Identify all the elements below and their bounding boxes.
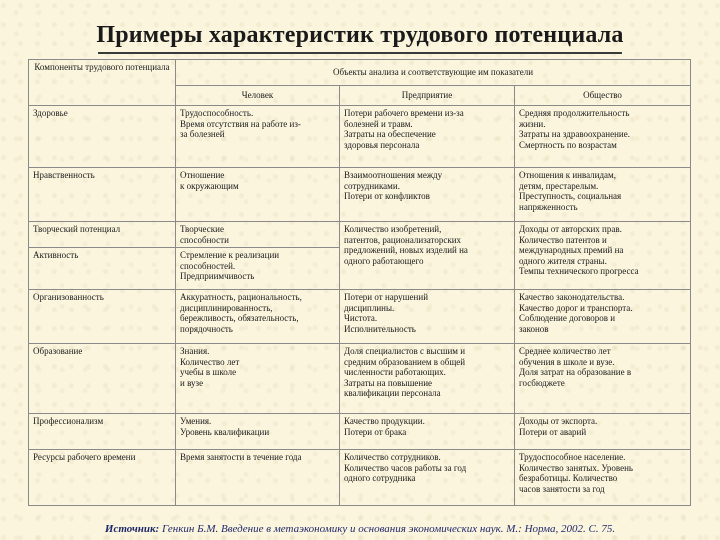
cell-line: Количество лет — [180, 356, 240, 367]
society-cell — [515, 222, 691, 290]
table-row — [29, 414, 691, 450]
cell-line: и вузе — [180, 377, 204, 388]
cell-line: Доходы от экспорта. — [519, 416, 598, 426]
cell-line: дисциплины. — [344, 302, 395, 313]
cell-line: Уровень квалификации — [180, 426, 270, 437]
component-cell: Образование — [29, 344, 176, 414]
cell-line: Потери от брака — [344, 426, 407, 437]
table-row — [29, 222, 691, 248]
cell-line: безработицы. Количество — [519, 473, 618, 483]
cell-line: Трудоспособность. — [180, 108, 254, 118]
component-cell: Профессионализм — [29, 414, 176, 450]
enterprise-cell — [340, 290, 515, 344]
table-row — [29, 450, 691, 506]
source-text: Генкин Б.М. Введение в метаэкономику и основания экономических наук. М.: Норма, 2002. С. 75. — [159, 523, 616, 535]
cell-line: Средняя продолжительность — [519, 108, 630, 118]
cell-line: Потери от аварий — [519, 426, 587, 437]
header-components: Компоненты трудового потенциала — [29, 60, 176, 106]
society-cell — [515, 290, 691, 344]
cell-line: Доля затрат на образование в — [519, 367, 632, 377]
person-cell — [176, 106, 340, 168]
cell-line: Качество законодательства. — [519, 292, 625, 302]
cell-line: Количество часов работы за год — [344, 462, 467, 473]
society-cell — [515, 414, 691, 450]
component-cell: Творческий потенциал — [29, 222, 176, 248]
header-enterprise: Предприятие — [340, 86, 515, 106]
cell-line: Стремление к реализации — [180, 250, 280, 260]
header-objects: Объекты анализа и соответствующие им показатели — [176, 60, 691, 86]
enterprise-cell — [340, 344, 515, 414]
table-row — [29, 344, 691, 414]
cell-line: способностей. — [180, 260, 236, 271]
cell-line: Затраты на обеспечение — [344, 129, 436, 139]
table-row — [29, 168, 691, 222]
cell-line: одного сотрудника — [344, 473, 416, 483]
cell-line: способности — [180, 234, 229, 245]
cell-line: Качество продукции. — [344, 416, 425, 426]
cell-line: болезней и травм. — [344, 118, 413, 129]
cell-line: здоровья персонала — [344, 139, 420, 150]
person-cell — [176, 450, 340, 506]
cell-line: Чистота. — [344, 313, 378, 323]
cell-line: сотрудниками. — [344, 180, 400, 191]
cell-line: Потери от нарушений — [344, 292, 429, 302]
cell-line: Умения. — [180, 416, 212, 426]
enterprise-cell — [340, 222, 515, 290]
cell-line: Затраты на повышение — [344, 377, 433, 388]
cell-line: бережливость, обязательность, — [180, 313, 299, 323]
characteristics-table — [28, 59, 691, 506]
cell-line: Качество дорог и транспорта. — [519, 302, 633, 313]
page-title: Примеры характеристик трудового потенциала — [96, 22, 624, 48]
cell-line: жизни. — [519, 118, 546, 129]
cell-line: численности работающих. — [344, 367, 446, 377]
cell-line: Исполнительность — [344, 323, 416, 334]
cell-line: Доля специалистов с высшим и — [344, 346, 466, 356]
cell-line: Преступность, социальная — [519, 191, 622, 201]
cell-line: госбюджете — [519, 377, 565, 388]
cell-line: законов — [519, 323, 549, 334]
cell-line: Доходы от авторских прав. — [519, 224, 622, 234]
component-cell: Нравственность — [29, 168, 176, 222]
title-underline — [98, 52, 622, 54]
cell-line: дисциплинированность, — [180, 302, 273, 313]
cell-line: средним образованием в общей — [344, 356, 466, 367]
enterprise-cell — [340, 168, 515, 222]
cell-line: Аккуратность, рациональность, — [180, 292, 302, 302]
cell-line: предложений, новых изделий на — [344, 245, 468, 255]
cell-line: Отношение — [180, 170, 225, 180]
cell-line: Знания. — [180, 346, 210, 356]
cell-line: Время отсутствия на работе из- — [180, 118, 301, 129]
person-cell — [176, 414, 340, 450]
cell-line: Взаимоотношения между — [344, 170, 443, 180]
source-citation — [0, 523, 720, 535]
cell-line: Количество патентов и — [519, 234, 607, 245]
component-cell: Здоровье — [29, 106, 176, 168]
table-row — [29, 106, 691, 168]
society-cell — [515, 344, 691, 414]
person-cell — [176, 168, 340, 222]
cell-line: Предприимчивость — [180, 271, 255, 281]
cell-line: учебы в школе — [180, 367, 237, 377]
cell-line: Количество сотрудников. — [344, 452, 441, 462]
header-society: Общество — [515, 86, 691, 106]
enterprise-cell — [340, 450, 515, 506]
cell-line: Время занятости в течение года — [180, 452, 302, 462]
cell-line: одного жителя страны. — [519, 255, 607, 266]
cell-line: Потери от конфликтов — [344, 191, 430, 201]
society-cell — [515, 168, 691, 222]
source-label: Источник: — [104, 523, 160, 535]
table-row — [29, 290, 691, 344]
component-cell: Ресурсы рабочего времени — [29, 450, 176, 506]
cell-line: Количество занятых. Уровень — [519, 462, 634, 473]
society-cell — [515, 450, 691, 506]
cell-line: детям, престарелым. — [519, 180, 599, 191]
cell-line: Количество изобретений, — [344, 224, 442, 234]
person-cell — [176, 222, 340, 248]
cell-line: Соблюдение договоров и — [519, 313, 616, 323]
cell-line: часов занятости за год — [519, 483, 605, 494]
cell-line: Трудоспособное население. — [519, 452, 626, 462]
cell-line: к окружающим — [180, 180, 239, 191]
cell-line: обучения в школе и вузе. — [519, 356, 615, 367]
cell-line: патентов, рационализаторских — [344, 234, 462, 245]
header-person: Человек — [176, 86, 340, 106]
cell-line: Темпы технического прогресса — [519, 266, 639, 276]
cell-line: одного работающего — [344, 255, 424, 266]
cell-line: напряженность — [519, 201, 578, 212]
cell-line: Смертность по возрастам — [519, 139, 617, 150]
cell-line: Среднее количество лет — [519, 346, 611, 356]
component-cell: Организованность — [29, 290, 176, 344]
person-cell — [176, 290, 340, 344]
person-cell — [176, 248, 340, 290]
cell-line: Затраты на здравоохранение. — [519, 129, 630, 139]
cell-line: за болезней — [180, 129, 225, 139]
cell-line: международных премий на — [519, 245, 624, 255]
enterprise-cell — [340, 106, 515, 168]
component-cell: Активность — [29, 248, 176, 290]
cell-line: Отношения к инвалидам, — [519, 170, 616, 180]
cell-line: Творческие — [180, 224, 224, 234]
person-cell — [176, 344, 340, 414]
cell-line: Потери рабочего времени из-за — [344, 108, 464, 118]
society-cell — [515, 106, 691, 168]
cell-line: порядочность — [180, 323, 233, 334]
cell-line: квалификации персонала — [344, 388, 441, 398]
enterprise-cell — [340, 414, 515, 450]
